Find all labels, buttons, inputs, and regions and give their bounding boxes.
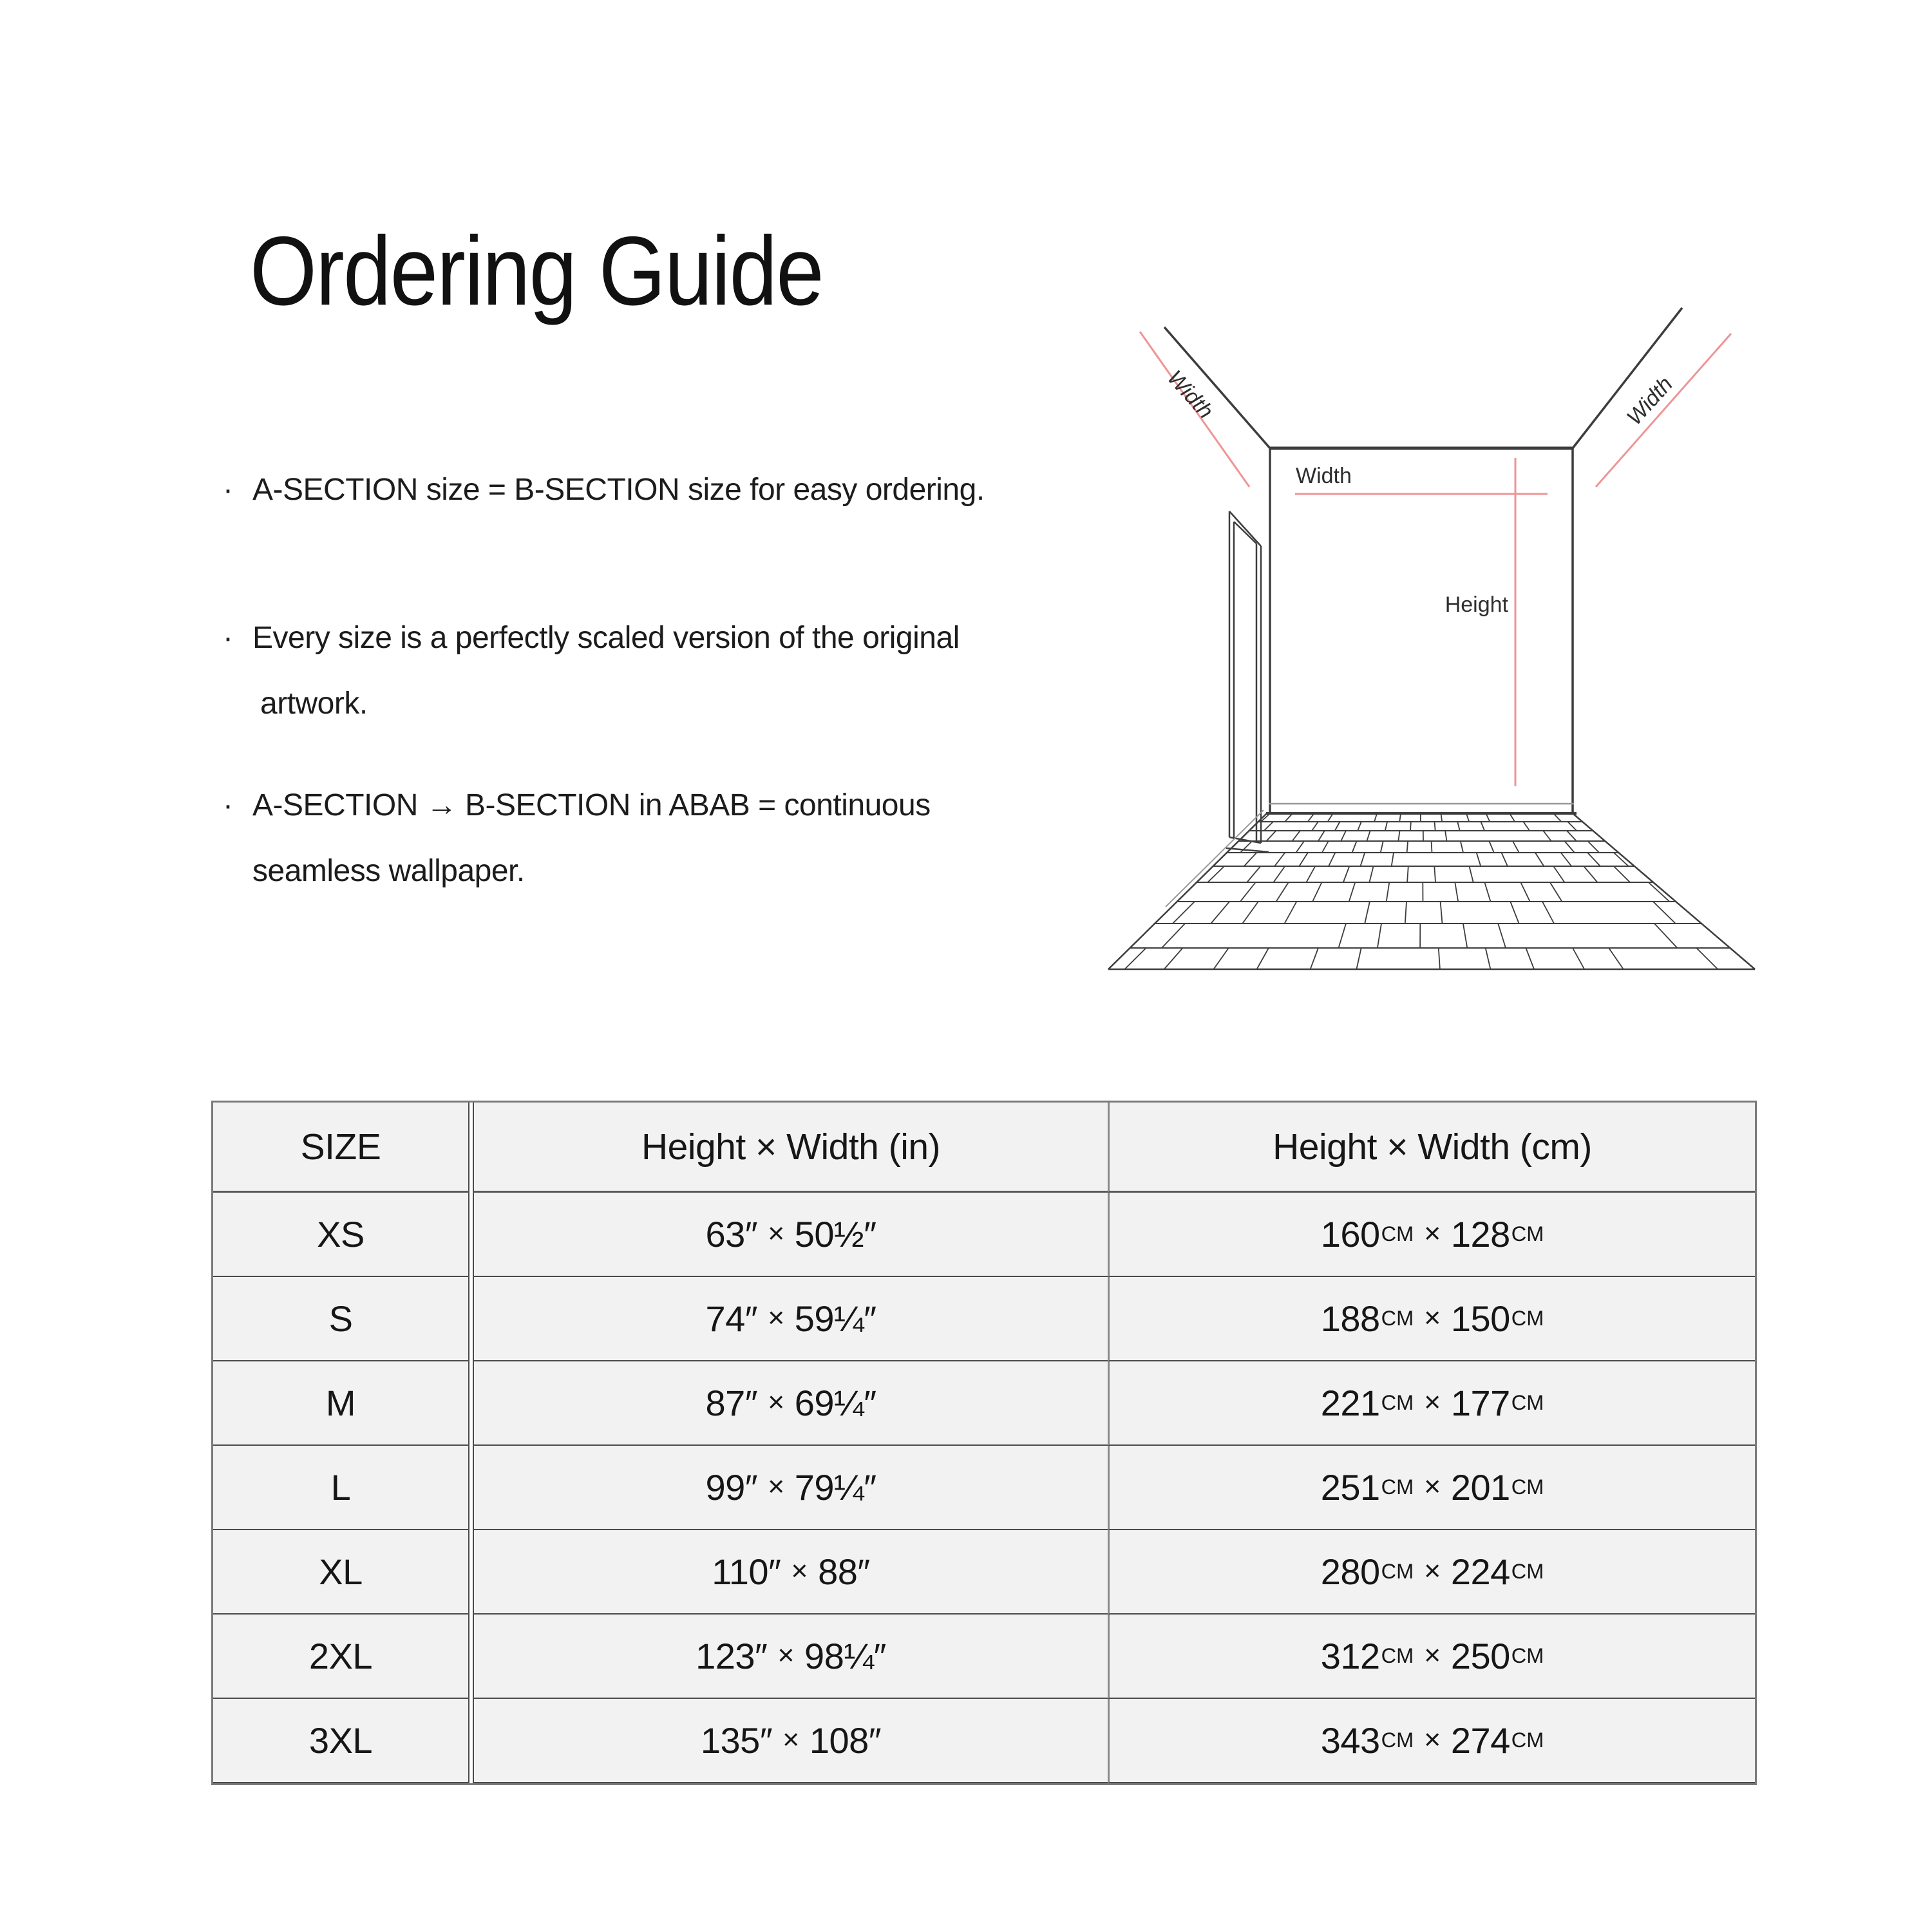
inches-cell: 74″ × 59¼″ [473,1277,1108,1361]
room-illustration [1088,270,1790,992]
width-label-left: Width [1162,365,1218,424]
size-cell: 3XL [213,1699,469,1783]
inches-cell: 87″ × 69¼″ [473,1361,1108,1446]
bullet-text: Every size is a perfectly scaled version of the original [252,621,960,655]
cm-cell: 280 CM × 224 CM [1108,1530,1755,1615]
height-label: Height [1444,592,1508,617]
cm-cell: 221 CM × 177 CM [1108,1361,1755,1446]
bullet-text: A-SECTION size = B-SECTION size for easy ordering. [252,473,985,507]
cm-cell: 188 CM × 150 CM [1108,1277,1755,1361]
inches-cell: 99″ × 79¼″ [473,1446,1108,1530]
bullet-text: A-SECTION → B-SECTION in ABAB = continuous [252,788,931,822]
door [1226,511,1269,852]
inches-cell: 123″ × 98¼″ [473,1615,1108,1699]
inches-cell: 63″ × 50½″ [473,1193,1108,1277]
header-inches: Height × Width (in) [473,1103,1108,1193]
width-label-wall: Width [1296,464,1352,488]
width-measure-right-wall [1596,334,1731,487]
size-table [211,1101,1757,1785]
left-wall-baseboard [1166,810,1264,907]
room-walls [1164,308,1682,813]
bullet-dot: · [223,473,233,507]
cm-cell: 251 CM × 201 CM [1108,1446,1755,1530]
bullet-a-section-equal [223,457,985,523]
floor-rows [1130,822,1730,948]
header-cm: Height × Width (cm) [1108,1103,1755,1193]
cm-cell: 343 CM × 274 CM [1108,1699,1755,1783]
inches-cell: 110″ × 88″ [473,1530,1108,1615]
bullet-dot: · [223,788,233,822]
bullet-scaled-artwork [223,605,960,737]
size-cell: L [213,1446,469,1530]
bullet-text: artwork. [260,687,368,721]
size-cell: XS [213,1193,469,1277]
page-title: Ordering Guide [250,216,823,326]
bullet-dot: · [223,621,233,655]
header-size: SIZE [213,1103,469,1193]
bullet-abab-seamless [223,773,931,904]
cm-cell: 160 CM × 128 CM [1108,1193,1755,1277]
size-cell: S [213,1277,469,1361]
size-cell: M [213,1361,469,1446]
cm-cell: 312 CM × 250 CM [1108,1615,1755,1699]
floor-joints [1124,813,1718,969]
size-cell: XL [213,1530,469,1615]
size-cell: 2XL [213,1615,469,1699]
bullet-text: seamless wallpaper. [252,854,525,888]
width-label-right: Width [1622,372,1678,430]
inches-cell: 135″ × 108″ [473,1699,1108,1783]
